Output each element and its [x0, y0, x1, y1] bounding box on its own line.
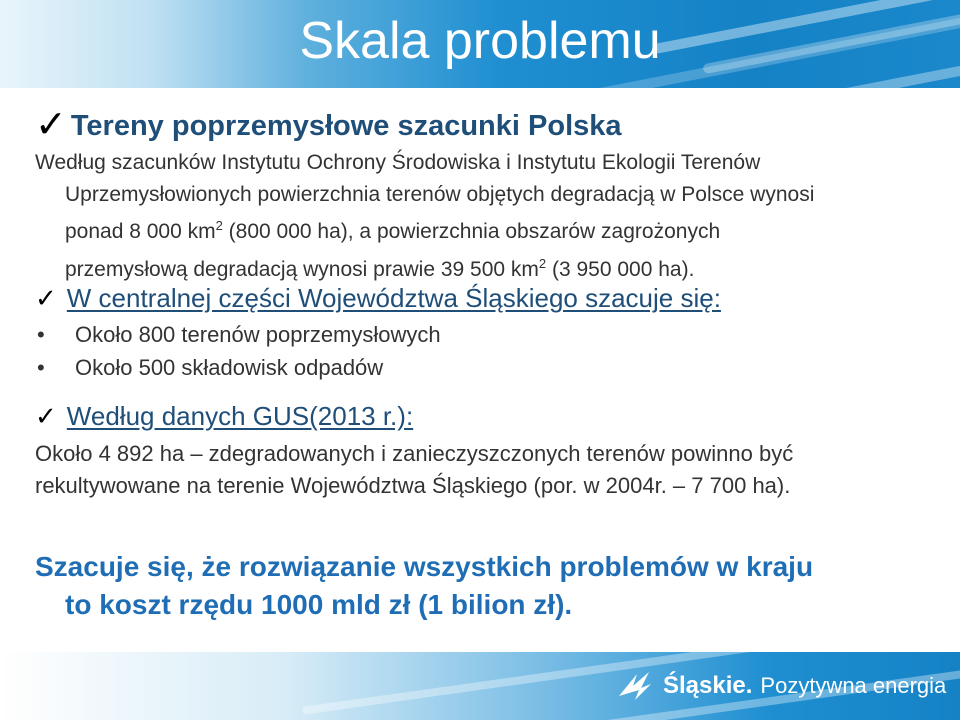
bullet-icon: •	[37, 355, 45, 380]
paragraph-line: Według szacunków Instytutu Ochrony Środowiska i Instytutu Ekologii Terenów	[35, 151, 761, 174]
paragraph-line-text: przemysłową degradacją wynosi prawie 39 500 km	[65, 257, 539, 281]
paragraph-line-text: Uprzemysłowionych powierzchnia terenów objętych degradacją w Polsce wynosi	[65, 182, 815, 206]
paragraph-line-text: ponad 8 000 km	[65, 220, 216, 244]
paragraph-line	[35, 210, 930, 248]
checkmark-icon: ✓	[35, 104, 67, 146]
list-item-text: Około 500 składowisk odpadów	[75, 355, 384, 380]
list-item	[35, 318, 441, 351]
heading-text: Tereny poprzemysłowe szacunki Polska	[70, 110, 622, 142]
superscript: 2	[538, 255, 547, 271]
header-banner	[0, 0, 960, 88]
slide-title: Skala problemu	[299, 12, 661, 70]
silesia-bullet-list	[35, 318, 441, 384]
section-heading-silesia	[35, 280, 721, 316]
superscript: 2	[215, 218, 223, 234]
estimates-paragraph	[35, 147, 930, 285]
paragraph-line	[35, 179, 930, 211]
list-item-text: Około 800 terenów poprzemysłowych	[75, 322, 441, 347]
section-heading-poland	[35, 106, 622, 145]
gus-paragraph: Około 4 892 ha – zdegradowanych i zanieczyszczonych terenów powinno być rekultywowane na terenie Województwa Śląskiego (por. w 2004r. – 7 700 ha).	[35, 441, 794, 498]
logo-tagline: Pozytywna energia	[760, 673, 947, 698]
paragraph-line-text: (3 950 000 ha).	[546, 257, 695, 281]
checkmark-icon: ✓	[35, 283, 57, 313]
checkmark-icon: ✓	[35, 401, 57, 431]
conclusion-line: Szacuje się, że rozwiązanie wszystkich problemów w kraju	[35, 551, 814, 582]
slaskie-bird-icon	[615, 666, 655, 706]
paragraph-line-text: (800 000 ha), a powierzchnia obszarów zagrożonych	[222, 220, 721, 244]
slaskie-logo	[615, 664, 946, 708]
bullet-icon: •	[37, 322, 45, 347]
section-heading-gus	[35, 398, 413, 434]
heading-text: Według danych GUS(2013 r.):	[66, 401, 414, 431]
conclusion-line: to koszt rzędu 1000 mld zł (1 bilion zł).	[65, 589, 573, 620]
conclusion-statement	[35, 548, 935, 624]
logo-brand: Śląskie.	[663, 672, 753, 699]
heading-text: W centralnej części Województwa Śląskiego szacuje się:	[66, 283, 721, 313]
list-item	[35, 351, 441, 384]
